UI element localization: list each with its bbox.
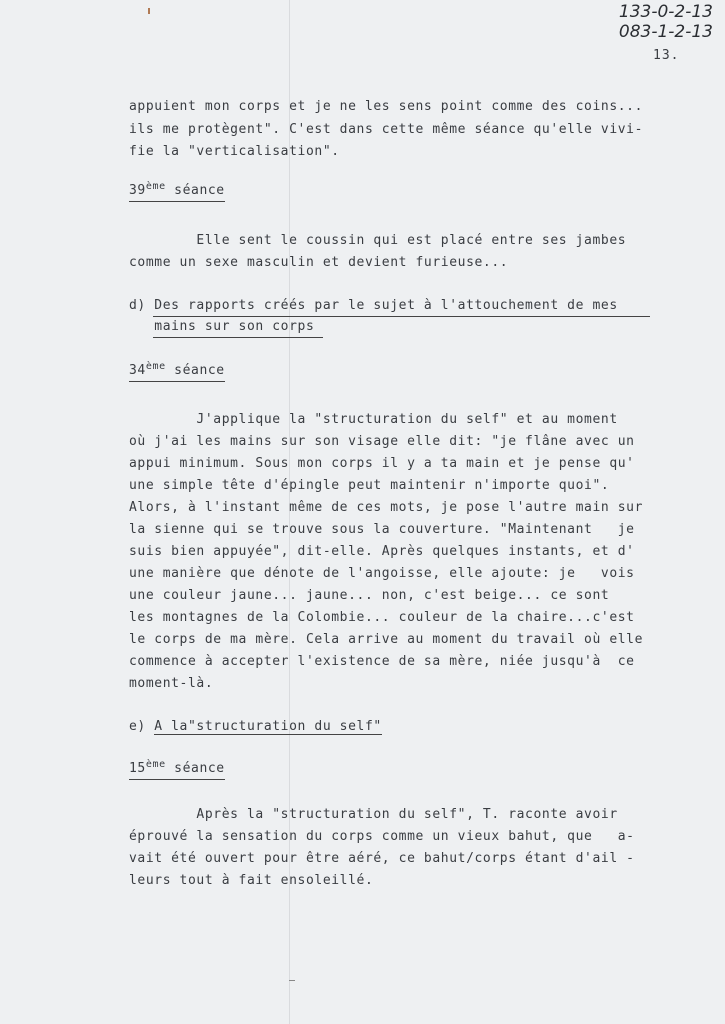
section-e-title: e) A la"structuration du self" (129, 719, 382, 734)
paper-mark (148, 8, 150, 14)
paper-mark (289, 980, 295, 981)
text-line: ils me protègent". C'est dans cette même séance qu'elle vivi- (129, 122, 644, 137)
section-d-title-line-1: d) Des rapports créés par le sujet à l'attouchement de mes (129, 298, 618, 313)
session-heading-15: 15ème séance (129, 760, 225, 780)
session-heading-34: 34ème séance (129, 362, 225, 382)
text-line: les montagnes de la Colombie... couleur de la chaire...c'est (129, 610, 635, 625)
text-line: suis bien appuyée", dit-elle. Après quelques instants, et d' (129, 544, 635, 559)
text-line: moment-là. (129, 676, 214, 691)
text-line: comme un sexe masculin et devient furieuse... (129, 255, 509, 270)
text-line: Après la "structuration du self", T. raconte avoir (129, 807, 618, 822)
text-line: le corps de ma mère. Cela arrive au moment du travail où elle (129, 632, 644, 647)
section-d-underline-1 (153, 316, 650, 317)
text-line: Alors, à l'instant même de ces mots, je pose l'autre main sur (129, 500, 644, 515)
archive-code-2: 083-1-2-13 (618, 22, 713, 42)
page-number: 13. (653, 48, 680, 63)
text-line: la sienne qui se trouve sous la couverture. "Maintenant je (129, 522, 635, 537)
text-line: J'applique la "structuration du self" et au moment (129, 412, 618, 427)
text-line: éprouvé la sensation du corps comme un vieux bahut, que a- (129, 829, 635, 844)
text-line: une simple tête d'épingle peut maintenir n'importe quoi". (129, 478, 610, 493)
session-heading-39: 39ème séance (129, 182, 225, 202)
section-e-title-text: A la"structuration du self" (154, 719, 382, 734)
text-line: commence à accepter l'existence de sa mère, niée jusqu'à ce (129, 654, 635, 669)
text-line: Elle sent le coussin qui est placé entre ses jambes (129, 233, 627, 248)
text-line: fie la "verticalisation". (129, 144, 340, 159)
text-line: appui minimum. Sous mon corps il y a ta main et je pense qu' (129, 456, 635, 471)
text-line: vait été ouvert pour être aéré, ce bahut/corps étant d'ail - (129, 851, 635, 866)
section-d-title-line-2: mains sur son corps (129, 319, 315, 334)
section-d-underline-2 (153, 337, 323, 338)
text-line: où j'ai les mains sur son visage elle dit: "je flâne avec un (129, 434, 635, 449)
text-line: appuient mon corps et je ne les sens point comme des coins... (129, 99, 644, 114)
text-line: une manière que dénote de l'angoisse, elle ajoute: je vois (129, 566, 635, 581)
archive-code-1: 133-0-2-13 (618, 2, 713, 22)
text-line: une couleur jaune... jaune... non, c'est beige... ce sont (129, 588, 610, 603)
archive-reference (619, 2, 713, 42)
text-line: leurs tout à fait ensoleillé. (129, 873, 374, 888)
